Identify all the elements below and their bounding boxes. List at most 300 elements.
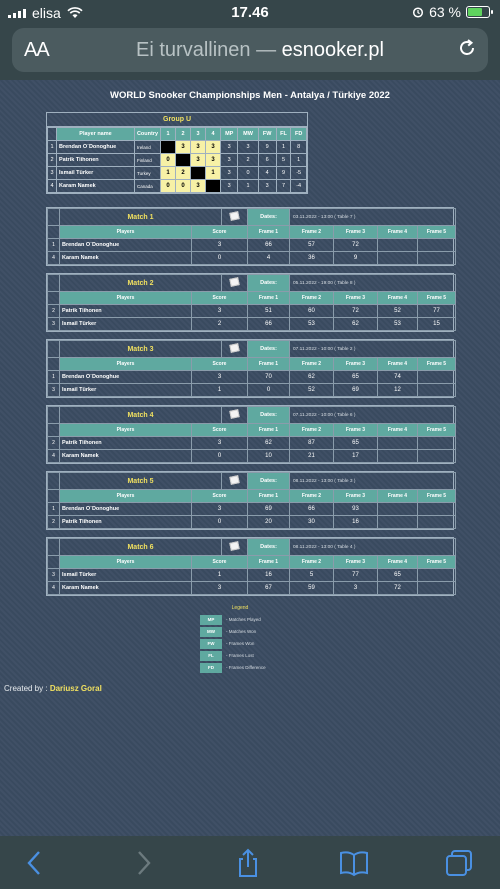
standings-row <box>48 154 307 167</box>
frame-score: 5 <box>290 569 334 582</box>
match-report-icon[interactable] <box>229 541 239 551</box>
frame-score: 77 <box>418 305 456 318</box>
reader-settings-label: AA <box>24 39 49 61</box>
standings-table <box>47 127 307 193</box>
player-score: 3 <box>192 437 248 450</box>
match-player-row <box>48 305 456 318</box>
match-table <box>47 340 456 397</box>
player-seed: 3 <box>48 569 60 582</box>
player-seed: 2 <box>48 437 60 450</box>
frame-score: 77 <box>334 569 378 582</box>
header-frame-4: Frame 4 <box>378 490 418 503</box>
header-frame-5: Frame 5 <box>418 424 456 437</box>
standings-header-row <box>48 128 307 141</box>
legend-item <box>200 614 320 625</box>
match-title: Match 2 <box>60 275 222 292</box>
self-cell <box>176 154 191 167</box>
header-players: Players <box>60 556 192 569</box>
player-name[interactable]: Brendan O`Donoghue <box>60 239 192 252</box>
dates-label: Dates: <box>248 407 290 424</box>
fd-value: 1 <box>291 154 307 167</box>
player-seed: 4 <box>48 252 60 265</box>
mw-value: 3 <box>238 141 258 154</box>
fd-value: -4 <box>291 180 307 193</box>
result-cell: 3 <box>191 180 206 193</box>
header-col-3: 3 <box>191 128 206 141</box>
player-seed: 2 <box>48 516 60 529</box>
frame-score: 53 <box>378 318 418 331</box>
header-frame-5: Frame 5 <box>418 358 456 371</box>
reload-icon[interactable] <box>456 37 478 59</box>
frame-score: 59 <box>290 582 334 595</box>
player-name[interactable]: Ismail Türker <box>60 384 192 397</box>
report-icon-cell[interactable] <box>222 407 248 424</box>
dates-label: Dates: <box>248 473 290 490</box>
result-cell: 3 <box>206 154 221 167</box>
frame-score: 17 <box>334 450 378 463</box>
frame-score <box>418 252 456 265</box>
legend-desc: - Frames Won <box>226 641 255 646</box>
frame-score <box>418 437 456 450</box>
header-frame-3: Frame 3 <box>334 292 378 305</box>
self-cell <box>206 180 221 193</box>
header-col-1: 1 <box>161 128 176 141</box>
frame-score: 65 <box>334 371 378 384</box>
legend-desc: - Matches Won <box>226 629 257 634</box>
match-table <box>47 472 456 529</box>
header-frame-4: Frame 4 <box>378 358 418 371</box>
legend-desc: - Frames Difference <box>226 665 266 670</box>
alarm-icon <box>412 6 424 18</box>
standings-row <box>48 167 307 180</box>
legend-title: Legend <box>231 605 249 611</box>
frame-score: 69 <box>248 503 290 516</box>
frame-score: 15 <box>418 318 456 331</box>
match-title: Match 1 <box>60 209 222 226</box>
fd-value: -5 <box>291 167 307 180</box>
frame-score: 67 <box>248 582 290 595</box>
player-score: 3 <box>192 305 248 318</box>
match-header-row <box>48 424 456 437</box>
header-frame-2: Frame 2 <box>290 490 334 503</box>
frame-score: 87 <box>290 437 334 450</box>
fw-value: 3 <box>258 180 276 193</box>
header-frame-5: Frame 5 <box>418 226 456 239</box>
frame-score: 66 <box>248 239 290 252</box>
match-report-icon[interactable] <box>229 475 239 485</box>
header-score: Score <box>192 226 248 239</box>
clock: 17.46 <box>231 4 269 21</box>
match-title-row <box>48 209 456 226</box>
header-players: Players <box>60 226 192 239</box>
page-title: WORLD Snooker Championships Men - Antalya / Türkiye 2022 <box>110 90 390 101</box>
frame-score: 12 <box>378 384 418 397</box>
header-frame-1: Frame 1 <box>248 424 290 437</box>
match-report-icon[interactable] <box>229 409 239 419</box>
match-header-row <box>48 226 456 239</box>
dates-label: Dates: <box>248 275 290 292</box>
frame-score: 66 <box>248 318 290 331</box>
frame-score: 66 <box>290 503 334 516</box>
row-number: 1 <box>48 141 57 154</box>
match-date: 07.11.2022 - 10:00 ( Table 2 ) <box>290 341 456 358</box>
player-name[interactable]: Patrik Tiihonen <box>60 516 192 529</box>
fd-value: 8 <box>291 141 307 154</box>
header-frame-5: Frame 5 <box>418 556 456 569</box>
match-date: 08.11.2022 - 13:00 ( Table 3 ) <box>290 473 456 490</box>
player-name[interactable]: Karam Namek <box>57 180 135 193</box>
player-name[interactable]: Karam Namek <box>60 450 192 463</box>
frame-score: 52 <box>378 305 418 318</box>
battery-percent: 63 % <box>429 4 461 20</box>
player-name[interactable]: Patrik Tiihonen <box>60 437 192 450</box>
frame-score <box>418 384 456 397</box>
created-by <box>4 684 102 693</box>
back-icon[interactable] <box>20 848 50 878</box>
header-players: Players <box>60 424 192 437</box>
row-number: 3 <box>48 167 57 180</box>
bookmarks-icon[interactable] <box>339 848 369 878</box>
frame-score: 62 <box>290 371 334 384</box>
mp-value: 3 <box>221 167 238 180</box>
match-player-row <box>48 384 456 397</box>
frame-score: 3 <box>334 582 378 595</box>
result-cell: 1 <box>206 167 221 180</box>
fw-value: 4 <box>258 167 276 180</box>
frame-score: 30 <box>290 516 334 529</box>
result-cell: 1 <box>161 167 176 180</box>
tabs-icon[interactable] <box>444 848 474 878</box>
browser-chrome <box>0 26 500 80</box>
match-date: 05.11.2022 - 19:00 ( Table 8 ) <box>290 275 456 292</box>
frame-score: 52 <box>290 384 334 397</box>
fl-value: 9 <box>276 167 291 180</box>
match-player-row <box>48 569 456 582</box>
player-name[interactable]: Ismail Türker <box>60 318 192 331</box>
header-fd: FD <box>291 128 307 141</box>
player-name[interactable]: Karam Namek <box>60 582 192 595</box>
result-cell: 0 <box>176 180 191 193</box>
frame-score: 16 <box>248 569 290 582</box>
frame-score: 36 <box>290 252 334 265</box>
player-score: 0 <box>192 516 248 529</box>
match-player-row <box>48 437 456 450</box>
fl-value: 1 <box>276 141 291 154</box>
player-country: Canada <box>135 180 161 193</box>
header-score: Score <box>192 490 248 503</box>
player-score: 0 <box>192 450 248 463</box>
frame-score: 72 <box>334 305 378 318</box>
dates-label: Dates: <box>248 539 290 556</box>
match-header-row <box>48 556 456 569</box>
header-frame-3: Frame 3 <box>334 424 378 437</box>
fw-value: 9 <box>258 141 276 154</box>
frame-score <box>418 239 456 252</box>
legend-desc: - Frames Lost <box>226 653 254 658</box>
header-score: Score <box>192 292 248 305</box>
match-table <box>47 406 456 463</box>
player-seed: 3 <box>48 384 60 397</box>
match-title-row <box>48 341 456 358</box>
header-frame-2: Frame 2 <box>290 556 334 569</box>
player-name[interactable]: Ismail Türker <box>57 167 135 180</box>
forward-icon[interactable] <box>128 848 158 878</box>
battery-icon <box>466 6 490 18</box>
match-card <box>46 471 454 530</box>
match-player-row <box>48 450 456 463</box>
mw-value: 1 <box>238 180 258 193</box>
player-score: 1 <box>192 569 248 582</box>
header-fw: FW <box>258 128 276 141</box>
header-frame-4: Frame 4 <box>378 292 418 305</box>
header-frame-1: Frame 1 <box>248 226 290 239</box>
fw-value: 6 <box>258 154 276 167</box>
header-col-4: 4 <box>206 128 221 141</box>
header-frame-2: Frame 2 <box>290 358 334 371</box>
player-name[interactable]: Brendan O`Donoghue <box>57 141 135 154</box>
frame-score: 16 <box>334 516 378 529</box>
result-cell: 0 <box>161 154 176 167</box>
match-player-row <box>48 252 456 265</box>
created-label: Created by : <box>4 684 48 693</box>
match-table <box>47 538 456 595</box>
match-title: Match 4 <box>60 407 222 424</box>
frame-score <box>418 503 456 516</box>
legend <box>200 605 320 674</box>
header-mw: MW <box>238 128 258 141</box>
header-score: Score <box>192 358 248 371</box>
frame-score <box>418 516 456 529</box>
header-frame-4: Frame 4 <box>378 424 418 437</box>
player-country: Finland <box>135 154 161 167</box>
header-frame-3: Frame 3 <box>334 556 378 569</box>
legend-desc: - Matches Played <box>226 617 261 622</box>
report-icon-cell[interactable] <box>222 341 248 358</box>
security-label: Ei turvallinen — <box>136 39 277 61</box>
player-name[interactable]: Karam Namek <box>60 252 192 265</box>
group-title: Group U <box>47 113 307 127</box>
player-seed: 3 <box>48 318 60 331</box>
self-cell <box>161 141 176 154</box>
mw-value: 0 <box>238 167 258 180</box>
match-header-row <box>48 358 456 371</box>
match-report-icon[interactable] <box>229 343 239 353</box>
match-player-row <box>48 503 456 516</box>
frame-score: 65 <box>378 569 418 582</box>
legend-item <box>200 662 320 673</box>
match-date: 08.11.2022 - 13:00 ( Table 4 ) <box>290 539 456 556</box>
legend-key: MW <box>200 627 222 637</box>
carrier-name: elisa <box>32 5 61 21</box>
frame-score: 72 <box>334 239 378 252</box>
author-name[interactable]: Dariusz Goral <box>49 684 102 693</box>
header-score: Score <box>192 556 248 569</box>
header-country: Country <box>135 128 161 141</box>
header-frame-2: Frame 2 <box>290 292 334 305</box>
frame-score: 74 <box>378 371 418 384</box>
domain-label: esnooker.pl <box>281 39 384 61</box>
match-date: 03.11.2022 - 13:00 ( Table 7 ) <box>290 209 456 226</box>
match-report-icon[interactable] <box>229 277 239 287</box>
header-frame-1: Frame 1 <box>248 490 290 503</box>
player-score: 3 <box>192 371 248 384</box>
fl-value: 5 <box>276 154 291 167</box>
frame-score <box>378 503 418 516</box>
match-report-icon[interactable] <box>229 211 239 221</box>
match-title: Match 3 <box>60 341 222 358</box>
match-card <box>46 207 454 266</box>
header-frame-5: Frame 5 <box>418 490 456 503</box>
result-cell: 3 <box>176 141 191 154</box>
header-players: Players <box>60 490 192 503</box>
match-player-row <box>48 582 456 595</box>
player-name[interactable]: Ismail Türker <box>60 569 192 582</box>
dates-label: Dates: <box>248 209 290 226</box>
player-name[interactable]: Patrik Tiihonen <box>60 305 192 318</box>
standings-row <box>48 141 307 154</box>
player-name[interactable]: Patrik Tiihonen <box>57 154 135 167</box>
frame-score <box>418 569 456 582</box>
legend-key: FW <box>200 639 222 649</box>
mp-value: 3 <box>221 154 238 167</box>
frame-score: 4 <box>248 252 290 265</box>
header-frame-1: Frame 1 <box>248 556 290 569</box>
frame-score <box>378 437 418 450</box>
web-page <box>0 80 500 836</box>
reader-settings-button[interactable] <box>24 39 49 62</box>
result-cell: 2 <box>176 167 191 180</box>
frame-score <box>378 516 418 529</box>
frame-score <box>378 252 418 265</box>
match-title-row <box>48 407 456 424</box>
frame-score: 21 <box>290 450 334 463</box>
frame-score: 62 <box>334 318 378 331</box>
result-cell: 0 <box>161 180 176 193</box>
frame-score: 70 <box>248 371 290 384</box>
report-icon-cell[interactable] <box>222 539 248 556</box>
report-icon-cell[interactable] <box>222 473 248 490</box>
frame-score: 57 <box>290 239 334 252</box>
header-frame-4: Frame 4 <box>378 556 418 569</box>
result-cell: 3 <box>191 154 206 167</box>
player-score: 2 <box>192 318 248 331</box>
browser-toolbar <box>0 836 500 889</box>
player-seed: 2 <box>48 305 60 318</box>
player-score: 3 <box>192 582 248 595</box>
frame-score: 69 <box>334 384 378 397</box>
report-icon-cell[interactable] <box>222 275 248 292</box>
player-score: 1 <box>192 384 248 397</box>
fl-value: 7 <box>276 180 291 193</box>
header-score: Score <box>192 424 248 437</box>
match-player-row <box>48 239 456 252</box>
header-players: Players <box>60 292 192 305</box>
match-player-row <box>48 371 456 384</box>
header-fl: FL <box>276 128 291 141</box>
header-frame-2: Frame 2 <box>290 226 334 239</box>
mw-value: 2 <box>238 154 258 167</box>
legend-item <box>200 626 320 637</box>
frame-score: 51 <box>248 305 290 318</box>
match-card <box>46 339 454 398</box>
header-frame-1: Frame 1 <box>248 292 290 305</box>
frame-score: 93 <box>334 503 378 516</box>
header-frame-3: Frame 3 <box>334 490 378 503</box>
frame-score: 9 <box>334 252 378 265</box>
match-card <box>46 537 454 596</box>
frame-score: 72 <box>378 582 418 595</box>
match-header-row <box>48 292 456 305</box>
player-name[interactable]: Brendan O`Donoghue <box>60 503 192 516</box>
frame-score: 62 <box>248 437 290 450</box>
player-seed: 1 <box>48 239 60 252</box>
frame-score: 10 <box>248 450 290 463</box>
player-seed: 1 <box>48 371 60 384</box>
match-player-row <box>48 318 456 331</box>
self-cell <box>191 167 206 180</box>
standings-row <box>48 180 307 193</box>
legend-key: FL <box>200 651 222 661</box>
player-name[interactable]: Brendan O`Donoghue <box>60 371 192 384</box>
legend-item <box>200 638 320 649</box>
match-title-row <box>48 473 456 490</box>
legend-item <box>200 650 320 661</box>
share-icon[interactable] <box>233 848 263 878</box>
dates-label: Dates: <box>248 341 290 358</box>
report-icon-cell[interactable] <box>222 209 248 226</box>
match-title: Match 5 <box>60 473 222 490</box>
header-frame-3: Frame 3 <box>334 358 378 371</box>
player-score: 0 <box>192 252 248 265</box>
header-mp: MP <box>221 128 238 141</box>
player-score: 3 <box>192 239 248 252</box>
row-number: 2 <box>48 154 57 167</box>
match-title: Match 6 <box>60 539 222 556</box>
header-frame-2: Frame 2 <box>290 424 334 437</box>
mp-value: 3 <box>221 180 238 193</box>
legend-key: MP <box>200 615 222 625</box>
match-header-row <box>48 490 456 503</box>
player-country: Turkey <box>135 167 161 180</box>
mp-value: 3 <box>221 141 238 154</box>
frame-score: 60 <box>290 305 334 318</box>
match-title-row <box>48 275 456 292</box>
frame-score <box>418 371 456 384</box>
header-players: Players <box>60 358 192 371</box>
url-display[interactable] <box>72 39 448 62</box>
header-col-2: 2 <box>176 128 191 141</box>
result-cell: 3 <box>206 141 221 154</box>
frame-score: 20 <box>248 516 290 529</box>
match-card <box>46 273 454 332</box>
player-seed: 1 <box>48 503 60 516</box>
frame-score <box>378 450 418 463</box>
frame-score <box>418 450 456 463</box>
header-player: Player name <box>57 128 135 141</box>
frame-score <box>418 582 456 595</box>
frame-score <box>378 239 418 252</box>
player-country: Ireland <box>135 141 161 154</box>
address-bar[interactable] <box>12 28 488 72</box>
match-card <box>46 405 454 464</box>
match-table <box>47 208 456 265</box>
match-player-row <box>48 516 456 529</box>
match-table <box>47 274 456 331</box>
frame-score: 65 <box>334 437 378 450</box>
legend-key: FD <box>200 663 222 673</box>
frame-score: 0 <box>248 384 290 397</box>
group-standings <box>46 112 308 194</box>
